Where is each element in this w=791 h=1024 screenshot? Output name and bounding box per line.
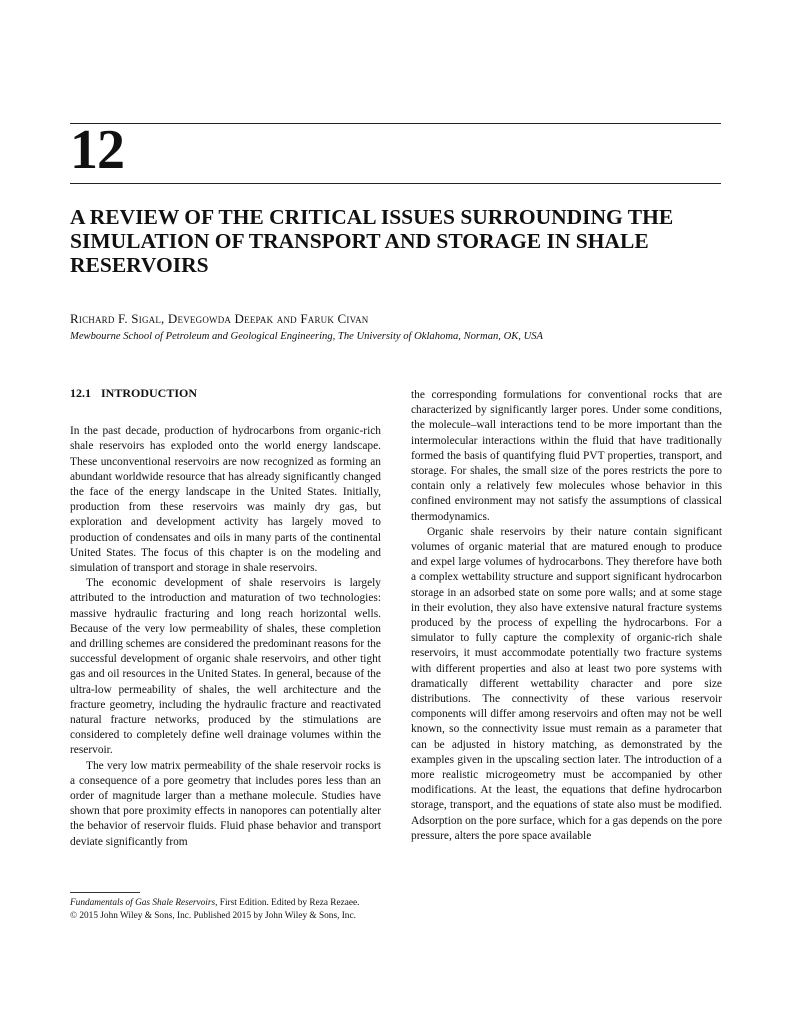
left-column <box>70 386 381 850</box>
footnote-rule <box>70 892 140 893</box>
section-heading <box>70 386 381 401</box>
top-rule <box>70 123 721 124</box>
right-column <box>411 388 722 844</box>
affiliation: Mewbourne School of Petroleum and Geological Engineering, The University of Oklahoma, Norman, OK, USA <box>70 331 544 342</box>
section-title: INTRODUCTION <box>101 386 198 400</box>
book-title: Fundamentals of Gas Shale Reservoirs <box>70 898 216 908</box>
paragraph: the corresponding formulations for conventional rocks that are characterized by significantly larger pores. Under some conditions, the molecule–wall interactions tend to be more important than the intermolecular interactions within the fluid that have traditionally formed the basis of quantifying fluid PVT properties, transport, and storage. For shales, the small size of the pores restricts the pore to contain only a relatively few molecules whose behavior in this confined environment may not satisfy the assumptions of classical thermodynamics. <box>411 389 722 523</box>
paragraph: Organic shale reservoirs by their nature contain significant volumes of organic material that are matured enough to produce and expel large volumes of hydrocarbons. They therefore have both a complex wettability structure and support significant hydrocarbon storage in an adsorbed state on some pore walls; and at some stage in their evolution, they also have extensive natural fracture systems produced by the process of expelling the hydrocarbons. For a simulator to fully capture the complexity of organic-rich shale reservoirs, it must accommodate potentially two fracture systems with different properties and also at least two pore systems with dramatically different wettability character and pore size distributions. The connectivity of these various reservoir components will differ among reservoirs and often may not be well known, so the connectivity issue must remain as a parameter that can be adjusted in history matching, as demonstrated by the examples given in the upscaling section later. The introduction of a more realistic microgeometry must be accompanied by other modifications. At the least, the equations that define hydrocarbon storage, transport, and the equations of state also must be modified. Adsorption on the pore surface, which for a gas depends on the pore pressure, alters the pore space available <box>411 525 722 842</box>
edition-text: , First Edition. Edited by Reza Rezaee. <box>215 898 360 908</box>
paragraph: In the past decade, production of hydrocarbons from organic-rich shale reservoirs has exploded onto the world energy landscape. These unconventional reservoirs are now recognized as forming an abundant worldwide resource that has already significantly changed the face of the energy landscape in the United States. Initially, production from these reservoirs was mainly dry gas, but exploration and development activity has largely moved to production of condensates and oils in many parts of the continental United States. The focus of this chapter is on the modeling and simulation of transport and storage in shale reservoirs. <box>70 425 381 575</box>
chapter-title: A REVIEW OF THE CRITICAL ISSUES SURROUNDING THE SIMULATION OF TRANSPORT AND STORAGE IN SHALE RESERVOIRS <box>70 205 674 277</box>
section-number: 12.1 <box>70 386 91 400</box>
paragraph: The very low matrix permeability of the shale reservoir rocks is a consequence of a pore geometry that includes pores less than an order of magnitude larger than a methane molecule. Studies have shown that pore proximity effects in nanopores can potentially alter the behavior of reservoir fluids. Fluid phase behavior and transport deviate significantly from <box>70 759 381 848</box>
footnote <box>70 897 570 923</box>
paragraph: The economic development of shale reservoirs is largely attributed to the introduction and maturation of two technologies: massive hydraulic fracturing and long reach horizontal wells. Because of the very low permeability of shales, these completion and drilling schemes are considered the predominant reasons for the successful development of organic shale reservoirs, and other tight gas and oil resources in the United States. In general, because of the ultra-low permeability of shales, the well architecture and the fracture geometry, including the hydraulic fracture and reactivated natural fracture networks, produced by the stimulations are considered to completely define well drainage volumes within the reservoir. <box>70 577 381 757</box>
authors: Richard F. Sigal, Devegowda Deepak and Faruk Civan <box>70 311 369 326</box>
copyright: © 2015 John Wiley & Sons, Inc. Published 2015 by John Wiley & Sons, Inc. <box>70 911 356 921</box>
footnote-citation <box>70 897 570 910</box>
chapter-number: 12 <box>70 119 124 181</box>
chapter-rule <box>70 183 721 184</box>
